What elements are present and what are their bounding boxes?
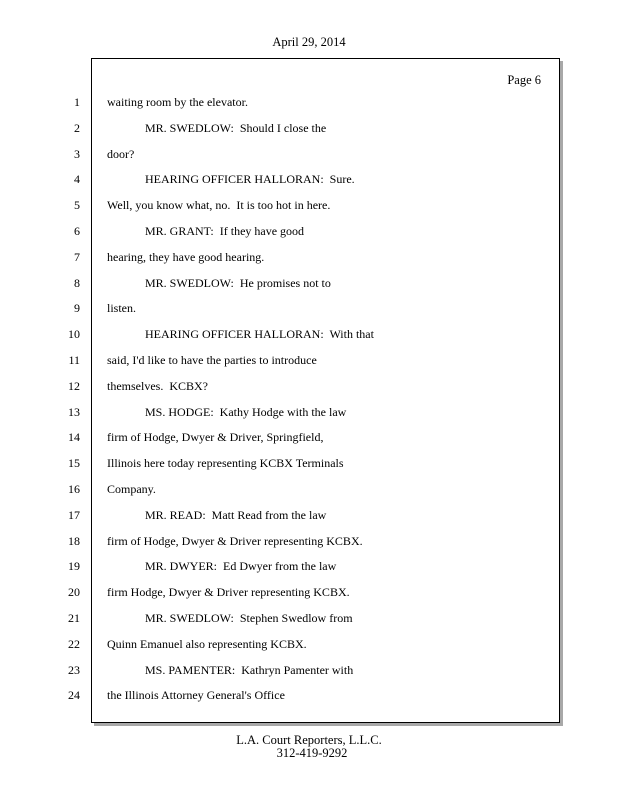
transcript-line: firm of Hodge, Dwyer & Driver representing KCBX. — [107, 534, 363, 548]
transcript-line: door? — [107, 147, 135, 161]
transcript-line: MR. SWEDLOW: Stephen Swedlow from — [145, 611, 353, 625]
line-number: 16 — [68, 482, 80, 496]
line-number: 24 — [68, 688, 80, 702]
footer-phone: 312-419-9292 — [276, 746, 348, 760]
transcript-line: Quinn Emanuel also representing KCBX. — [107, 637, 307, 651]
line-number: 14 — [68, 430, 80, 444]
transcript-line: MS. PAMENTER: Kathryn Pamenter with — [145, 663, 354, 677]
transcript-line: firm of Hodge, Dwyer & Driver, Springfield, — [107, 430, 324, 444]
line-number: 6 — [74, 224, 80, 238]
line-number: 11 — [68, 353, 80, 367]
line-number: 19 — [68, 559, 80, 573]
transcript-line: Illinois here today representing KCBX Terminals — [107, 456, 344, 470]
page-number: Page 6 — [507, 73, 541, 87]
line-number: 23 — [68, 663, 80, 677]
line-number: 9 — [74, 301, 80, 315]
line-number: 1 — [74, 95, 80, 109]
line-number: 2 — [74, 121, 80, 135]
transcript-line: firm Hodge, Dwyer & Driver representing KCBX. — [107, 585, 350, 599]
transcript-line: MR. DWYER: Ed Dwyer from the law — [145, 559, 337, 573]
transcript-line: MR. GRANT: If they have good — [145, 224, 305, 238]
line-number: 17 — [68, 508, 80, 522]
line-number: 15 — [68, 456, 80, 470]
transcript-line: the Illinois Attorney General's Office — [107, 688, 285, 702]
transcript-line: HEARING OFFICER HALLORAN: Sure. — [145, 172, 355, 186]
transcript-line: MS. HODGE: Kathy Hodge with the law — [145, 405, 347, 419]
transcript-line: MR. SWEDLOW: He promises not to — [145, 276, 331, 290]
transcript-date: April 29, 2014 — [272, 35, 346, 49]
transcript-line: said, I'd like to have the parties to introduce — [107, 353, 317, 367]
line-number: 8 — [74, 276, 80, 290]
transcript-line: hearing, they have good hearing. — [107, 250, 265, 264]
transcript-line: MR. READ: Matt Read from the law — [145, 508, 327, 522]
line-number: 7 — [74, 250, 80, 264]
line-number: 5 — [74, 198, 80, 212]
transcript-line: HEARING OFFICER HALLORAN: With that — [145, 327, 374, 341]
transcript-line: themselves. KCBX? — [107, 379, 208, 393]
transcript-line: listen. — [107, 301, 136, 315]
line-number: 13 — [68, 405, 80, 419]
transcript-line: Well, you know what, no. It is too hot in here. — [107, 198, 331, 212]
line-number: 21 — [68, 611, 80, 625]
line-number: 20 — [68, 585, 80, 599]
line-number: 10 — [68, 327, 80, 341]
line-number: 12 — [68, 379, 80, 393]
line-number: 18 — [68, 534, 80, 548]
line-number: 22 — [68, 637, 80, 651]
transcript-line: waiting room by the elevator. — [107, 95, 248, 109]
transcript-line: MR. SWEDLOW: Should I close the — [145, 121, 327, 135]
line-number: 4 — [74, 172, 80, 186]
line-number: 3 — [74, 147, 80, 161]
transcript-line: Company. — [107, 482, 156, 496]
footer-company: L.A. Court Reporters, L.L.C. — [236, 733, 382, 747]
